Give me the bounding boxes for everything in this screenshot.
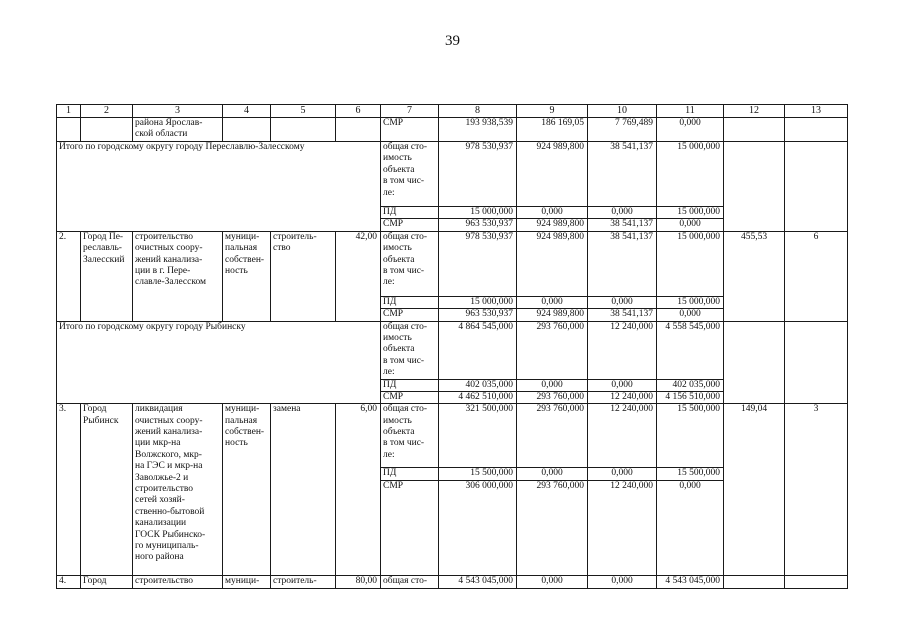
work-type-cell — [271, 231, 336, 321]
cell-text-line: пальная — [225, 415, 258, 426]
cost-type-cell: ПД — [381, 468, 439, 480]
cell-text-line: реславль- — [83, 243, 122, 254]
value-cell: 924 989,800 — [517, 219, 588, 231]
value-cell: 293 760,000 — [517, 480, 588, 575]
value-cell: 0,000 — [517, 296, 588, 308]
cell-text-line: в том чис- — [383, 176, 425, 187]
value-cell: 963 530,937 — [439, 309, 517, 321]
cell-text-line: жений канализа- — [135, 254, 203, 265]
cost-type-cell: ПД — [381, 296, 439, 308]
ownership-cell — [223, 404, 271, 575]
object-name-cell — [133, 118, 223, 142]
cost-type-cell — [381, 142, 439, 207]
object-name-cell — [133, 231, 223, 321]
ownership-cell — [223, 231, 271, 321]
total-label: Итого по городскому округу городу Рыбинску — [57, 321, 381, 404]
value-cell: 15 000,000 — [657, 296, 724, 308]
capacity-cell: 80,00 — [336, 575, 381, 588]
object-name-cell: строительство — [133, 575, 223, 588]
column-header: 4 — [223, 105, 271, 118]
value-cell: 4 156 510,000 — [657, 391, 724, 403]
value-cell: 0,000 — [517, 379, 588, 391]
value-cell: 15 000,000 — [657, 231, 724, 296]
cell-text-line: имость — [383, 332, 412, 343]
cell-text-line: имость — [383, 153, 412, 164]
cell-text-line: общая сто- — [383, 321, 428, 332]
value-cell: 0,000 — [517, 468, 588, 480]
cell-text-line: ГОСК Рыбинско- — [135, 529, 206, 540]
value-cell: 0,000 — [657, 309, 724, 321]
cost-type-cell: СМР — [381, 391, 439, 403]
value-cell: 7 769,489 — [588, 118, 657, 142]
cost-type-cell: ПД — [381, 207, 439, 219]
cell-text-line: объекта — [383, 254, 415, 265]
value-cell: 38 541,137 — [588, 142, 657, 207]
cell-text-line: Волжского, мкр- — [135, 449, 202, 460]
cell-text-line: ликвидация — [135, 404, 183, 415]
cost-type-cell: СМР — [381, 118, 439, 142]
cell-text-line: объекта — [383, 427, 415, 438]
column-header: 9 — [517, 105, 588, 118]
ownership-cell: муници- — [223, 575, 271, 588]
cell-text-line: сетей хозяй- — [135, 495, 185, 506]
value-cell: 924 989,800 — [517, 309, 588, 321]
cell-text-line: славле-Залесском — [135, 277, 207, 288]
column-header: 12 — [724, 105, 785, 118]
value-cell: 924 989,800 — [517, 142, 588, 207]
row-number: 4. — [57, 575, 81, 588]
cell-text-line: в том чис- — [383, 438, 425, 449]
value-cell: 4 462 510,000 — [439, 391, 517, 403]
cell-text-line: ле: — [383, 277, 395, 288]
total-row — [57, 321, 848, 379]
value-cell: 978 530,937 — [439, 142, 517, 207]
cell-text-line: ность — [225, 265, 248, 276]
cell-text-line: ции мкр-на — [135, 438, 181, 449]
column-header: 7 — [381, 105, 439, 118]
value-cell: 38 541,137 — [588, 219, 657, 231]
value-cell: 402 035,000 — [439, 379, 517, 391]
table-row — [57, 118, 848, 142]
capacity-cell: 42,00 — [336, 231, 381, 321]
value-cell: 4 543 045,000 — [657, 575, 724, 588]
cell-text-line: ции в г. Пере- — [135, 265, 191, 276]
value-cell: 924 989,800 — [517, 231, 588, 296]
value-cell: 0,000 — [657, 219, 724, 231]
value-cell: 12 240,000 — [588, 480, 657, 575]
value-cell: 293 760,000 — [517, 391, 588, 403]
cell-text-line: ство — [273, 243, 291, 254]
value-cell: 321 500,000 — [439, 404, 517, 468]
cell-text-line: собствен- — [225, 254, 265, 265]
page-number: 39 — [445, 33, 460, 49]
cell-text-line: пальная — [225, 243, 258, 254]
cost-type-cell: СМР — [381, 480, 439, 575]
cost-type-cell — [381, 404, 439, 468]
value-cell: 15 000,000 — [439, 207, 517, 219]
budget-table — [56, 104, 848, 589]
cell-text-line: строительство — [135, 484, 194, 495]
cell-text-line: Рыбинск — [83, 415, 119, 426]
value-cell: 0,000 — [588, 575, 657, 588]
value-cell: 6 — [785, 231, 848, 321]
cell-text-line: канализации — [135, 518, 187, 529]
work-type-cell: строитель- — [271, 575, 336, 588]
cell-text-line: муници- — [225, 231, 260, 242]
cell-text-line: очистных соору- — [135, 415, 203, 426]
cell-text-line: объекта — [383, 344, 415, 355]
value-cell: 15 500,000 — [657, 468, 724, 480]
work-type-cell: замена — [271, 404, 336, 575]
cell-text-line: очистных соору- — [135, 243, 203, 254]
cell-text-line: на ГЭС и мкр-на — [135, 461, 203, 472]
table-row — [57, 575, 848, 588]
header-row — [57, 105, 848, 118]
value-cell: 12 240,000 — [588, 391, 657, 403]
cell-text-line: района Ярослав- — [135, 118, 203, 128]
cell-text-line: ственно-бытовой — [135, 506, 205, 517]
value-cell: 0,000 — [657, 480, 724, 575]
value-cell: 15 000,000 — [657, 207, 724, 219]
cell-text-line: имость — [383, 243, 412, 254]
column-header: 13 — [785, 105, 848, 118]
city-cell — [81, 231, 133, 321]
cell-text-line: ле: — [383, 367, 395, 378]
value-cell: 149,04 — [724, 404, 785, 575]
value-cell: 12 240,000 — [588, 404, 657, 468]
capacity-cell: 6,00 — [336, 404, 381, 575]
value-cell: 0,000 — [588, 296, 657, 308]
cell-text-line: Заволжье-2 и — [135, 472, 189, 483]
cost-type-cell: общая сто- — [381, 575, 439, 588]
cell-text-line: Город — [83, 404, 107, 415]
cell-text-line: Залесский — [83, 254, 125, 265]
value-cell: 306 000,000 — [439, 480, 517, 575]
row-number: 3. — [57, 404, 81, 575]
cell-text-line: объекта — [383, 164, 415, 175]
cost-type-cell: СМР — [381, 219, 439, 231]
value-cell: 15 500,000 — [439, 468, 517, 480]
city-cell: Город — [81, 575, 133, 588]
cell-text-line: ской области — [135, 129, 188, 140]
cell-text-line: собствен- — [225, 427, 265, 438]
column-header: 8 — [439, 105, 517, 118]
value-cell: 15 000,000 — [657, 142, 724, 207]
cell-text-line: ле: — [383, 187, 395, 198]
value-cell: 15 000,000 — [439, 296, 517, 308]
cell-text-line: ность — [225, 438, 248, 449]
total-label: Итого по городскому округу городу Переславлю-Залесскому — [57, 142, 381, 232]
cell-text-line: го муниципаль- — [135, 540, 199, 551]
cost-type-cell — [381, 231, 439, 296]
cell-text-line: в том чис- — [383, 355, 425, 366]
column-header: 2 — [81, 105, 133, 118]
value-cell: 293 760,000 — [517, 404, 588, 468]
value-cell: 293 760,000 — [517, 321, 588, 379]
column-header: 3 — [133, 105, 223, 118]
object-name-cell — [133, 404, 223, 575]
value-cell: 963 530,937 — [439, 219, 517, 231]
value-cell: 4 543 045,000 — [439, 575, 517, 588]
table-row — [57, 231, 848, 296]
value-cell: 15 500,000 — [657, 404, 724, 468]
column-header: 11 — [657, 105, 724, 118]
value-cell: 402 035,000 — [657, 379, 724, 391]
cell-text-line: строитель- — [273, 231, 317, 242]
cost-type-cell: ПД — [381, 379, 439, 391]
value-cell: 186 169,05 — [517, 118, 588, 142]
column-header: 5 — [271, 105, 336, 118]
value-cell: 3 — [785, 404, 848, 575]
cell-text-line: строительство — [135, 231, 194, 242]
cost-type-cell — [381, 321, 439, 379]
cell-text-line: Город Пе- — [83, 231, 124, 242]
value-cell: 193 938,539 — [439, 118, 517, 142]
cell-text-line: жений канализа- — [135, 427, 203, 438]
city-cell — [81, 404, 133, 575]
cost-type-cell: СМР — [381, 309, 439, 321]
value-cell: 0,000 — [657, 118, 724, 142]
value-cell: 0,000 — [517, 207, 588, 219]
cell-text-line: в том чис- — [383, 265, 425, 276]
value-cell: 978 530,937 — [439, 231, 517, 296]
value-cell: 12 240,000 — [588, 321, 657, 379]
value-cell: 0,000 — [588, 207, 657, 219]
cell-text-line: муници- — [225, 404, 260, 415]
cell-text-line: ле: — [383, 449, 395, 460]
cell-text-line: ного района — [135, 552, 184, 563]
cell-text-line: общая сто- — [383, 142, 428, 152]
value-cell: 4 864 545,000 — [439, 321, 517, 379]
value-cell: 4 558 545,000 — [657, 321, 724, 379]
cell-text-line: имость — [383, 415, 412, 426]
column-header: 10 — [588, 105, 657, 118]
table-row — [57, 404, 848, 468]
cell-text-line: общая сто- — [383, 231, 428, 242]
total-row — [57, 142, 848, 207]
value-cell: 38 541,137 — [588, 309, 657, 321]
column-header: 1 — [57, 105, 81, 118]
value-cell: 38 541,137 — [588, 231, 657, 296]
value-cell: 0,000 — [588, 379, 657, 391]
column-header: 6 — [336, 105, 381, 118]
value-cell: 0,000 — [517, 575, 588, 588]
value-cell: 0,000 — [588, 468, 657, 480]
row-number: 2. — [57, 231, 81, 321]
cell-text-line: общая сто- — [383, 404, 428, 415]
value-cell: 455,53 — [724, 231, 785, 321]
